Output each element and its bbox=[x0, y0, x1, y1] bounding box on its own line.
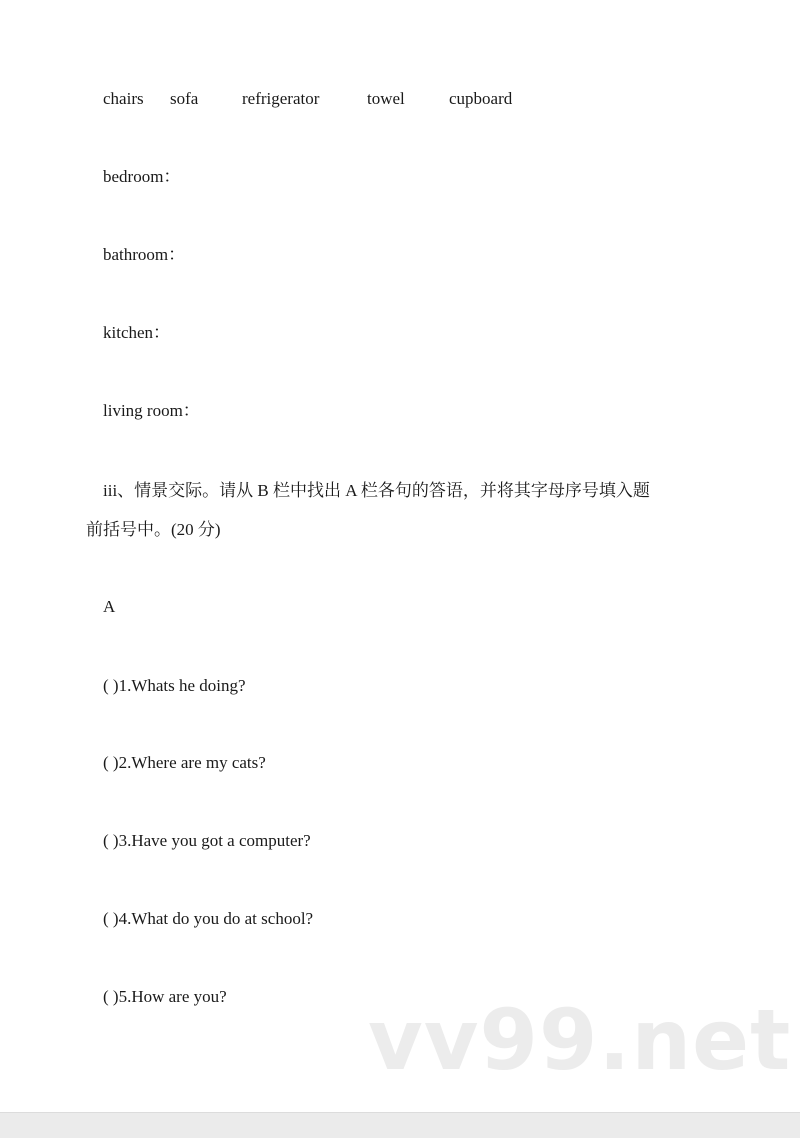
question-item-3: ( )3.Have you got a computer? bbox=[103, 831, 311, 850]
word-bank-item: sofa bbox=[170, 89, 199, 108]
watermark: vv99.net bbox=[368, 991, 792, 1089]
room-label-living-room: living room： bbox=[103, 401, 200, 420]
question-item-4: ( )4.What do you do at school? bbox=[103, 909, 314, 928]
question-item-5: ( )5.How are you? bbox=[103, 987, 227, 1006]
word-bank-item: cupboard bbox=[449, 89, 513, 108]
room-label-bedroom: bedroom： bbox=[103, 167, 181, 186]
section-instruction-line-1: iii、情景交际。请从 B 栏中找出 A 栏各句的答语，并将其字母序号填入题 bbox=[103, 481, 650, 500]
word-bank-item: refrigerator bbox=[242, 89, 320, 108]
question-item-2: ( )2.Where are my cats? bbox=[103, 753, 266, 772]
question-item-1: ( )1.Whats he doing? bbox=[103, 676, 246, 695]
word-bank bbox=[103, 88, 512, 110]
room-label-bathroom: bathroom： bbox=[103, 245, 186, 264]
room-label-kitchen: kitchen： bbox=[103, 323, 171, 342]
section-instruction-line-2: 前括号中。(20 分) bbox=[86, 520, 221, 539]
column-label-a: A bbox=[103, 597, 116, 616]
word-bank-item: chairs bbox=[103, 89, 144, 108]
word-bank-item: towel bbox=[367, 89, 405, 108]
viewer-bottom-bar bbox=[0, 1112, 800, 1138]
